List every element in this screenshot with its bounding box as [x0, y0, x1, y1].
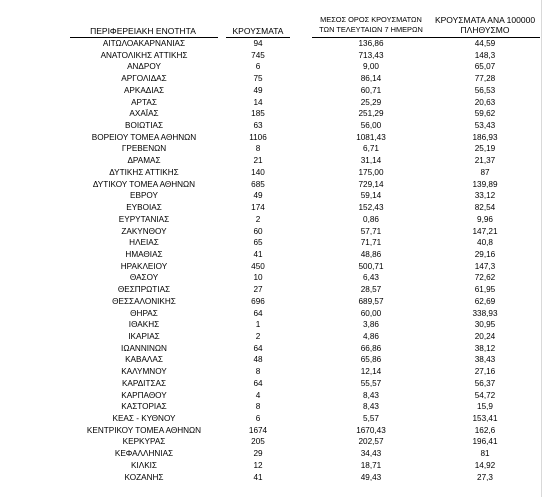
region-cell: ΘΕΣΠΡΩΤΙΑΣ — [117, 285, 171, 295]
region-cell: ΔΡΑΜΑΣ — [127, 156, 161, 166]
cases-cell: 1 — [255, 320, 261, 330]
table-row — [0, 460, 543, 472]
per-100k-cell: 338,93 — [472, 308, 498, 318]
average-cell: 12,14 — [360, 367, 382, 377]
header-per-line2: ΠΛΗΘΥΣΜΟ — [460, 25, 510, 35]
cases-cell: 29 — [253, 449, 263, 459]
average-cell: 34,43 — [360, 449, 382, 459]
per-100k-cell: 186,93 — [472, 132, 498, 142]
table-row — [0, 97, 543, 109]
per-100k-cell: 77,28 — [474, 74, 496, 84]
average-cell: 8,43 — [363, 390, 379, 400]
table-row — [0, 85, 543, 97]
per-100k-cell: 56,53 — [474, 85, 496, 95]
average-cell: 251,29 — [358, 109, 384, 119]
region-cell: ΚΟΖΑΝΗΣ — [124, 472, 164, 482]
cases-cell: 685 — [251, 179, 265, 189]
average-cell: 25,29 — [360, 97, 382, 107]
table-row — [0, 132, 543, 144]
cases-cell: 1106 — [249, 132, 267, 142]
average-cell: 60,71 — [360, 85, 382, 95]
cases-cell: 63 — [253, 121, 263, 131]
per-100k-cell: 61,95 — [474, 285, 496, 295]
table-row — [0, 249, 543, 261]
average-cell: 5,57 — [363, 414, 379, 423]
average-cell: 71,71 — [360, 238, 382, 248]
average-cell: 57,71 — [360, 226, 382, 236]
table-row — [0, 331, 543, 343]
cases-cell: 8 — [255, 144, 261, 154]
cases-cell: 185 — [251, 109, 265, 119]
header-cases-per-100k — [430, 15, 540, 35]
average-cell: 136,86 — [358, 39, 384, 48]
region-cell: ΑΡΚΑΔΙΑΣ — [123, 85, 165, 95]
region-cell: ΑΙΤΩΛΟΑΚΑΡΝΑΝΙΑΣ — [102, 39, 186, 48]
per-100k-cell: 20,24 — [474, 331, 496, 341]
table-row — [0, 390, 543, 402]
region-cell: ΚΑΣΤΟΡΙΑΣ — [121, 402, 167, 412]
cases-cell: 745 — [251, 50, 265, 60]
average-cell: 59,14 — [360, 191, 382, 201]
header-avg-line1: ΜΕΣΟΣ ΟΡΟΣ ΚΡΟΥΣΜΑΤΩΝ — [320, 15, 422, 24]
table-row — [0, 61, 543, 73]
per-100k-cell: 82,54 — [474, 203, 496, 213]
average-cell: 28,57 — [360, 285, 382, 295]
region-cell: ΒΟΙΩΤΙΑΣ — [124, 121, 164, 131]
cases-cell: 12 — [253, 460, 263, 470]
region-cell: ΚΑΛΥΜΝΟΥ — [121, 367, 167, 377]
table-row — [0, 167, 543, 179]
table-row — [0, 50, 543, 62]
average-cell: 49,43 — [360, 472, 382, 482]
per-100k-cell: 20,63 — [474, 97, 496, 107]
region-cell: ΚΑΡΔΙΤΣΑΣ — [121, 378, 167, 388]
average-cell: 18,71 — [360, 460, 382, 470]
region-cell: ΑΝΔΡΟΥ — [127, 62, 161, 72]
cases-cell: 6 — [255, 62, 261, 72]
average-cell: 1670,43 — [356, 425, 386, 435]
per-100k-cell: 139,89 — [472, 179, 498, 189]
cases-cell: 696 — [251, 296, 265, 306]
average-cell: 4,86 — [363, 331, 379, 341]
table-row — [0, 296, 543, 308]
region-cell: ΕΥΡΥΤΑΝΙΑΣ — [118, 214, 170, 224]
average-cell: 55,57 — [360, 378, 382, 388]
per-100k-cell: 87 — [480, 167, 490, 177]
table-row — [0, 401, 543, 413]
cases-cell: 14 — [253, 97, 263, 107]
table-row — [0, 179, 543, 191]
region-cell: ΚΙΛΚΙΣ — [130, 460, 157, 470]
header-seven-day-average — [312, 15, 430, 35]
table-row — [0, 226, 543, 238]
cases-cell: 64 — [253, 343, 263, 353]
region-cell: ΚΕΑΣ - ΚΥΘΝΟΥ — [112, 414, 176, 423]
average-cell: 8,43 — [363, 402, 379, 412]
cases-cell: 94 — [253, 39, 263, 48]
table-row — [0, 343, 543, 355]
cases-cell: 1674 — [248, 425, 268, 435]
table-row — [0, 413, 543, 425]
per-100k-cell: 27,3 — [477, 472, 493, 482]
cases-cell: 64 — [253, 378, 263, 388]
region-cell: ΚΑΒΑΛΑΣ — [125, 355, 163, 365]
cases-cell: 8 — [255, 402, 261, 412]
table-row — [0, 261, 543, 273]
average-cell: 66,86 — [360, 343, 382, 353]
cases-cell: 75 — [253, 74, 263, 84]
cases-cell: 174 — [251, 203, 265, 213]
per-100k-cell: 33,12 — [474, 191, 496, 201]
per-100k-cell: 147,3 — [474, 261, 496, 271]
average-cell: 3,86 — [363, 320, 379, 330]
region-cell: ΙΘΑΚΗΣ — [128, 320, 160, 330]
table-row — [0, 472, 543, 484]
per-100k-cell: 44,59 — [474, 39, 496, 48]
per-100k-cell: 196,41 — [472, 437, 498, 447]
table-row — [0, 120, 543, 132]
per-100k-cell: 162,6 — [474, 425, 496, 435]
average-cell: 48,86 — [360, 249, 382, 259]
region-cell: ΖΑΚΥΝΘΟΥ — [121, 226, 167, 236]
cases-cell: 41 — [253, 472, 263, 482]
average-cell: 56,00 — [360, 121, 382, 131]
cases-cell: 27 — [253, 285, 263, 295]
region-cell: ΚΕΦΑΛΛΗΝΙΑΣ — [114, 449, 174, 459]
table-row — [0, 425, 543, 437]
region-cell: ΑΡΤΑΣ — [131, 97, 157, 107]
average-cell: 202,57 — [358, 437, 384, 447]
table-row — [0, 366, 543, 378]
table-row — [0, 436, 543, 448]
cases-cell: 4 — [255, 390, 261, 400]
cases-cell: 8 — [255, 367, 261, 377]
region-cell: ΕΒΡΟΥ — [130, 191, 158, 201]
cases-cell: 21 — [253, 156, 263, 166]
per-100k-cell: 148,3 — [474, 50, 496, 60]
region-cell: ΗΡΑΚΛΕΙΟΥ — [120, 261, 168, 271]
cases-cell: 49 — [253, 191, 263, 201]
cases-cell: 10 — [253, 273, 263, 283]
average-cell: 86,14 — [360, 74, 382, 84]
table-row — [0, 448, 543, 460]
average-cell: 6,71 — [363, 144, 379, 154]
region-cell: ΓΡΕΒΕΝΩΝ — [121, 144, 167, 154]
cases-cell: 6 — [255, 414, 261, 423]
region-cell: ΑΝΑΤΟΛΙΚΗΣ ΑΤΤΙΚΗΣ — [100, 50, 188, 60]
table-row — [0, 354, 543, 366]
per-100k-cell: 53,43 — [474, 121, 496, 131]
table-row — [0, 143, 543, 155]
cases-cell: 60 — [253, 226, 263, 236]
cases-cell: 64 — [253, 308, 263, 318]
per-100k-cell: 54,72 — [474, 390, 496, 400]
region-cell: ΗΜΑΘΙΑΣ — [125, 249, 163, 259]
region-cell: ΑΡΓΟΛΙΔΑΣ — [121, 74, 167, 84]
average-cell: 713,43 — [358, 50, 384, 60]
cases-cell: 48 — [253, 355, 263, 365]
per-100k-cell: 38,12 — [474, 343, 496, 353]
table-row — [0, 319, 543, 331]
per-100k-cell: 9,96 — [477, 214, 493, 224]
per-100k-cell: 25,19 — [474, 144, 496, 154]
average-cell: 6,43 — [363, 273, 379, 283]
cases-cell: 41 — [253, 249, 263, 259]
per-100k-cell: 29,16 — [474, 249, 496, 259]
cases-cell: 140 — [251, 167, 265, 177]
average-cell: 60,00 — [360, 308, 382, 318]
region-cell: ΒΟΡΕΙΟΥ ΤΟΜΕΑ ΑΘΗΝΩΝ — [91, 132, 197, 142]
average-cell: 9,00 — [363, 62, 379, 72]
table-row — [0, 38, 543, 50]
average-cell: 152,43 — [358, 203, 384, 213]
per-100k-cell: 147,21 — [472, 226, 498, 236]
table-row — [0, 378, 543, 390]
table-row — [0, 155, 543, 167]
cases-cell: 65 — [253, 238, 263, 248]
average-cell: 689,57 — [358, 296, 384, 306]
table-row — [0, 272, 543, 284]
header-cases: ΚΡΟΥΣΜΑΤΑ — [232, 26, 284, 36]
per-100k-cell: 81 — [480, 449, 490, 459]
region-cell: ΕΥΒΟΙΑΣ — [126, 203, 162, 213]
region-cell: ΘΕΣΣΑΛΟΝΙΚΗΣ — [112, 296, 176, 306]
per-100k-cell: 30,95 — [474, 320, 496, 330]
table-row — [0, 190, 543, 202]
table-row — [0, 202, 543, 214]
region-cell: ΔΥΤΙΚΟΥ ΤΟΜΕΑ ΑΘΗΝΩΝ — [92, 179, 196, 189]
table-row — [0, 284, 543, 296]
average-cell: 1081,43 — [356, 132, 386, 142]
table-row — [0, 108, 543, 120]
average-cell: 175,00 — [358, 167, 384, 177]
region-cell: ΘΑΣΟΥ — [129, 273, 159, 283]
table-row — [0, 237, 543, 249]
region-cell: ΘΗΡΑΣ — [130, 308, 158, 318]
per-100k-cell: 59,62 — [474, 109, 496, 119]
per-100k-cell: 72,62 — [474, 273, 496, 283]
average-cell: 729,14 — [358, 179, 384, 189]
region-cell: ΗΛΕΙΑΣ — [129, 238, 159, 248]
table-row — [0, 214, 543, 226]
cases-cell: 2 — [255, 331, 261, 341]
average-cell: 31,14 — [360, 156, 382, 166]
region-cell: ΚΑΡΠΑΘΟΥ — [121, 390, 167, 400]
cases-cell: 205 — [251, 437, 265, 447]
per-100k-cell: 21,37 — [474, 156, 496, 166]
page-right-edge — [541, 0, 542, 497]
header-avg-line2: ΤΩΝ ΤΕΛΕΥΤΑΙΩΝ 7 ΗΜΕΡΩΝ — [319, 25, 423, 34]
region-cell: ΚΕΝΤΡΙΚΟΥ ΤΟΜΕΑ ΑΘΗΝΩΝ — [86, 425, 202, 435]
per-100k-cell: 40,8 — [477, 238, 493, 248]
per-100k-cell: 62,69 — [474, 296, 496, 306]
average-cell: 0,86 — [363, 214, 379, 224]
region-cell: ΑΧΑΪΑΣ — [129, 109, 159, 119]
region-cell: ΙΚΑΡΙΑΣ — [128, 331, 160, 341]
cases-cell: 49 — [253, 85, 263, 95]
per-100k-cell: 27,16 — [474, 367, 496, 377]
per-100k-cell: 14,92 — [474, 460, 496, 470]
table-row — [0, 73, 543, 85]
region-cell: ΙΩΑΝΝΙΝΩΝ — [121, 343, 167, 353]
region-cell: ΔΥΤΙΚΗΣ ΑΤΤΙΚΗΣ — [109, 167, 179, 177]
cases-cell: 450 — [251, 261, 265, 271]
per-100k-cell: 65,07 — [474, 62, 496, 72]
header-region: ΠΕΡΙΦΕΡΕΙΑΚΗ ΕΝΟΤΗΤΑ — [90, 26, 196, 36]
header-per-line1: ΚΡΟΥΣΜΑΤΑ ΑΝΑ 100000 — [434, 15, 536, 25]
data-table-body — [0, 38, 543, 483]
per-100k-cell: 153,41 — [472, 414, 498, 423]
average-cell: 500,71 — [358, 261, 384, 271]
per-100k-cell: 56,37 — [474, 378, 496, 388]
region-cell: ΚΕΡΚΥΡΑΣ — [122, 437, 166, 447]
per-100k-cell: 38,43 — [474, 355, 496, 365]
cases-cell: 2 — [255, 214, 261, 224]
table-row — [0, 308, 543, 320]
average-cell: 65,86 — [360, 355, 382, 365]
per-100k-cell: 15,9 — [477, 402, 493, 412]
